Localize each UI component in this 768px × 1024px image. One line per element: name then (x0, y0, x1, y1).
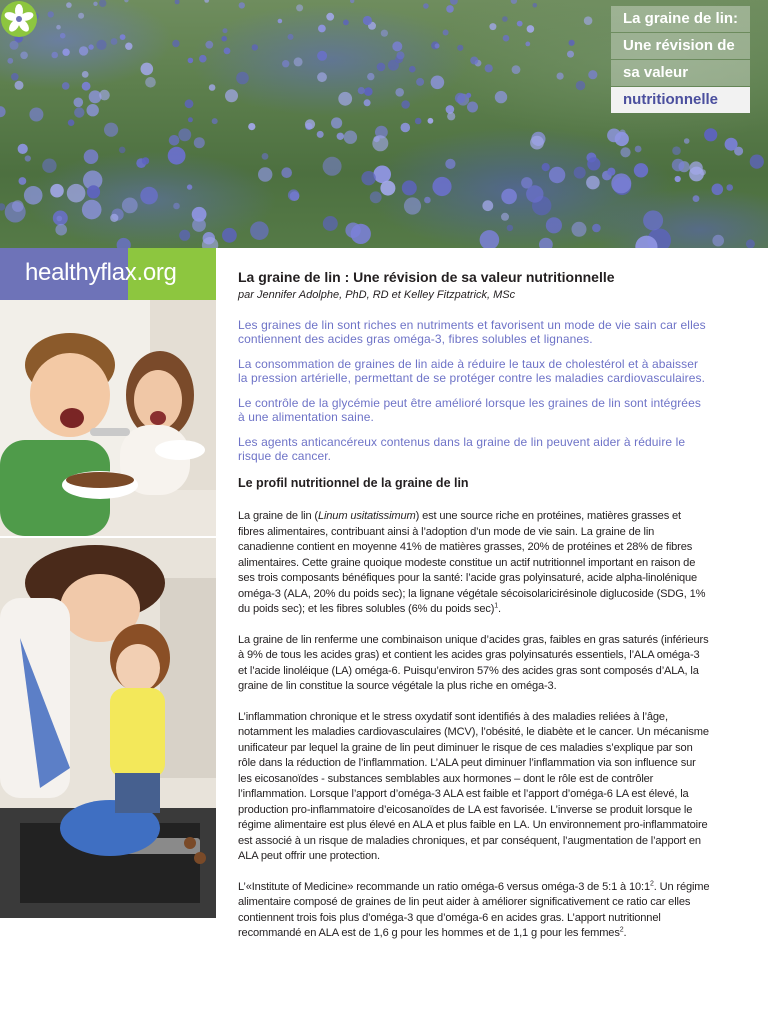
flax-flower (450, 0, 458, 5)
flax-flower (187, 184, 192, 189)
flax-flower (704, 128, 717, 141)
flax-flower (672, 159, 685, 172)
highlight-point: Les agents anticancéreux contenus dans la graine de lin peuvent aider à réduire le risque de cancer. (238, 435, 686, 463)
flax-flower (56, 25, 61, 30)
flax-flower (431, 76, 445, 90)
flax-flower (466, 93, 471, 98)
flax-flower (712, 184, 724, 196)
flax-flower (318, 25, 326, 33)
highlight-point: Les graines de lin sont riches en nutriments et favorisent un mode de vie sain car elles contiennent des acides gras oméga-3, fibres solubles et lignanes. (238, 318, 706, 346)
flax-flower (358, 87, 365, 94)
flax-flower (141, 63, 154, 76)
flax-flower (367, 73, 374, 80)
flax-flower (539, 238, 553, 248)
flax-flower (55, 224, 67, 236)
flax-flower (79, 46, 88, 55)
flax-flower (117, 238, 131, 248)
flax-flower (250, 221, 269, 240)
flax-flower (507, 225, 513, 231)
flax-flower (424, 197, 431, 204)
flax-flower (11, 73, 19, 81)
flax-flower (10, 41, 19, 50)
p1-text-a: La graine de lin ( (238, 510, 318, 522)
brand-name-domain: .org (136, 259, 177, 286)
flax-flower (364, 87, 373, 96)
flax-flower (470, 57, 478, 65)
flax-flower (0, 203, 5, 210)
flax-flower (74, 107, 84, 117)
flax-flower (502, 16, 508, 22)
flax-flower (142, 157, 149, 164)
flax-flower (236, 72, 249, 85)
flax-flower (542, 163, 550, 171)
flax-flower (99, 0, 107, 7)
flax-flower (122, 198, 138, 214)
banner-title-line: sa valeur (611, 60, 750, 86)
flax-flower (294, 57, 303, 66)
flax-flower (586, 176, 600, 190)
body-paragraph-1 (238, 509, 710, 618)
flax-flower (343, 20, 349, 26)
flax-flower (96, 40, 106, 50)
flax-flower (501, 213, 509, 221)
flax-flower (489, 23, 496, 30)
flax-flower (546, 217, 562, 233)
flax-flower (282, 60, 289, 67)
flax-flower (415, 118, 422, 125)
flax-flower (401, 123, 411, 133)
flax-flower (29, 108, 43, 122)
flax-flower (549, 167, 565, 183)
flax-flower (205, 41, 213, 49)
hero-banner (0, 0, 768, 248)
flax-flower (392, 41, 402, 51)
banner-title (611, 6, 750, 114)
flax-flower (62, 82, 70, 90)
flax-flower (423, 3, 429, 9)
flax-flower (82, 200, 102, 220)
flax-flower (397, 51, 405, 59)
flax-flower (447, 112, 455, 120)
flax-flower (204, 0, 209, 3)
footnote-ref: 2 (619, 926, 624, 934)
flax-flower (323, 216, 338, 231)
flax-flower (533, 3, 538, 8)
flax-flower (145, 77, 156, 88)
flax-flower (209, 84, 216, 91)
mother-daughter-baking-photo (0, 538, 216, 918)
banner-title-line: nutritionnelle (611, 87, 750, 113)
flax-flower (188, 58, 194, 64)
flax-flower (225, 89, 238, 102)
brand-name-flax: flax (100, 259, 137, 286)
flax-flower-logo-icon (0, 0, 38, 38)
flax-flower (169, 135, 180, 146)
flax-flower (212, 118, 218, 124)
flax-flower (82, 71, 89, 78)
flax-flower (0, 106, 6, 117)
flax-flower (82, 82, 91, 91)
flax-flower (323, 157, 342, 176)
flax-flower (194, 137, 205, 148)
flax-flower (338, 92, 352, 106)
section-heading: Le profil nutritionnel de la graine de lin (238, 476, 469, 490)
flax-flower (192, 218, 206, 232)
flax-flower (402, 180, 417, 195)
flax-flower (572, 222, 587, 237)
flax-flower (185, 99, 194, 108)
flax-flower (693, 195, 700, 202)
flax-flower (288, 189, 299, 200)
flax-flower (634, 163, 648, 177)
flax-flower (140, 187, 158, 205)
flax-flower (432, 177, 451, 196)
flax-flower (619, 130, 625, 136)
flax-flower (20, 52, 28, 60)
flax-flower (725, 138, 738, 151)
flax-flower (262, 153, 269, 160)
flax-flower (168, 147, 186, 165)
body-paragraph-3: L’inflammation chronique et le stress oxydatif sont identifiés à des maladies reliées à l’âge, notamment les maladies cardiovasculaires (MCV), l’obésité, le diabète et le cancer. Un mécanisme unificateur par lequel la graine de lin peut diminuer le risque de ces maladies s’explique par son rôle dans la réduction de l’inflammation. L’ALA peut diminuer l’inflammation via son influence sur les eicosanoïdes - substances semblables aux hormones – dont le rôle est de contrôler l’inflammation. Lorsque l’apport d’oméga-3 ALA est faible et l’apport d’oméga-6 LA est élevé, la production pro-inflammatoire d’eicosanoïdes de LA est favorisée. L’inverse se produit lorsque le régime alimentaire est plus élevé en ALA et plus faible en LA. Un environnement pro-inflammatoire est associé à un risque de maladies chroniques, et par conséquent, l’augmentation de l’apport en ALA peut offrir une protection. (238, 710, 709, 862)
flax-flower (445, 159, 455, 169)
flax-flower (15, 81, 24, 90)
flax-flower (388, 60, 399, 71)
flax-flower (87, 104, 99, 116)
banner-title-line: La graine de lin: (611, 6, 750, 32)
body-paragraph-4 (238, 880, 710, 942)
flax-flower (305, 119, 315, 129)
flax-flower (501, 189, 517, 205)
flax-flower (345, 223, 360, 238)
flax-flower (66, 2, 72, 8)
flax-flower (88, 44, 93, 49)
flax-flower (557, 73, 564, 80)
flax-flower (124, 0, 128, 2)
flax-flower (222, 228, 237, 243)
flax-flower (57, 216, 63, 222)
mother-daughter-baking-illustration (0, 538, 216, 918)
flax-flower (395, 88, 404, 97)
flax-flower (223, 28, 228, 33)
flax-flower (350, 0, 354, 3)
flax-flower (248, 123, 255, 130)
flax-flower (331, 117, 342, 128)
flax-flower (119, 147, 126, 154)
flax-flower (84, 149, 99, 164)
flax-flower (281, 167, 292, 178)
flax-flower (607, 168, 615, 176)
flax-flower (607, 129, 621, 143)
flax-flower (62, 49, 69, 56)
highlight-point: La consommation de graines de lin aide à réduire le taux de cholestérol et à abaisser la pression artérielle, permettant de se protéger contre les maladies cardiovasculaires. (238, 357, 706, 385)
p1-text-c: . (498, 603, 501, 615)
flax-flower (635, 146, 642, 153)
p4-text-a: L’«Institute of Medicine» recommande un ratio oméga-6 versus oméga-3 de 5:1 à 10:1 (238, 880, 650, 893)
flax-flower (51, 52, 58, 59)
flax-flower (482, 200, 493, 211)
brand-name-healthy: healthy (25, 259, 101, 286)
flax-flower (125, 43, 132, 50)
flax-flower (404, 197, 421, 214)
flax-flower (401, 100, 410, 109)
flax-flower (689, 167, 704, 182)
flax-flower (288, 34, 294, 40)
flax-flower (173, 203, 180, 210)
flax-flower (337, 133, 344, 140)
flax-flower (363, 16, 372, 25)
flax-flower (361, 171, 375, 185)
brand-bar (0, 248, 216, 300)
flax-flower (104, 123, 118, 137)
flax-flower (576, 81, 586, 91)
flax-flower (416, 78, 424, 86)
flax-flower (42, 159, 56, 173)
flax-flower (67, 184, 86, 203)
flax-flower (78, 13, 84, 19)
footnote-ref: 2 (649, 879, 654, 887)
flax-flower (178, 128, 191, 141)
flax-flower (512, 65, 521, 74)
flax-flower (370, 191, 382, 203)
flax-flower (87, 185, 100, 198)
flax-flower (480, 230, 500, 248)
children-eating-cereal-photo (0, 300, 216, 536)
article-content (238, 268, 710, 957)
flax-flower (377, 63, 386, 72)
flax-flower (60, 33, 66, 39)
flax-flower (48, 11, 54, 17)
flax-flower (221, 36, 227, 42)
flax-flower (239, 2, 245, 8)
flax-flower (684, 138, 690, 144)
flax-flower (373, 166, 391, 184)
p4-text-b: . Un régime alimentaire composé de graines de lin peut aider à améliorer significativement ce ratio car elles contiennent trois fois plus d’oméga-3 que d’oméga-6 en acides gras. L’apport nutritionnel recommandé en ALA est de 1,6 g pour les hommes et de 1,1 g pour les femmes (238, 880, 710, 939)
flax-flower (7, 58, 13, 64)
flax-flower (25, 155, 31, 161)
children-eating-cereal-illustration (0, 300, 216, 536)
flax-flower (372, 135, 388, 151)
flax-flower (111, 38, 118, 45)
highlight-point: Le contrôle de la glycémie peut être amélioré lorsque les graines de lin sont intégrées à une alimentation saine. (238, 396, 701, 424)
flax-flower (199, 55, 207, 63)
flax-flower (467, 102, 478, 113)
flax-flower (503, 35, 510, 42)
flax-flower (380, 181, 395, 196)
flax-flower (381, 30, 388, 37)
flax-flower (296, 4, 303, 11)
flax-flower (252, 44, 258, 50)
flax-flower (317, 131, 324, 138)
flax-flower (120, 34, 126, 40)
flax-flower (68, 119, 75, 126)
flax-flower (643, 210, 663, 230)
flax-flower (587, 157, 600, 170)
flax-flower (175, 0, 180, 4)
brand-logo[interactable] (25, 258, 177, 288)
flax-flower (620, 147, 630, 157)
flax-flower (443, 30, 449, 36)
flax-flower (525, 42, 530, 47)
flax-flower (435, 43, 440, 48)
footnote-ref: 1 (494, 602, 499, 610)
flax-flower (517, 21, 523, 27)
flax-flower (172, 40, 179, 47)
flax-flower (278, 19, 283, 24)
flax-flower (588, 70, 597, 79)
p4-text-c: . (623, 927, 627, 939)
flax-flower (457, 45, 463, 51)
flax-flower (526, 185, 543, 202)
body-paragraph-2: La graine de lin renferme une combinaison unique d’acides gras, faibles en gras saturés (inférieurs à 9% de tous les acides gras) et contient les acides gras polyinsaturés essentiels, l’ALA oméga-3 et l’acide linoléique (LA) oméga-6. Puisqu’environ 57% des acides gras sont composés d’ALA, la graine de lin constitue la source végétale la plus riche en oméga-3. (238, 633, 709, 692)
flax-flower (527, 25, 535, 33)
flax-flower (409, 66, 416, 73)
flax-flower (19, 177, 27, 185)
flax-flower (317, 51, 327, 61)
flax-flower (99, 90, 110, 101)
flax-flower (726, 184, 733, 191)
flax-flower (428, 118, 434, 124)
article-title: La graine de lin : Une révision de sa valeur nutritionnelle (238, 269, 615, 285)
flax-flower (567, 51, 574, 58)
flax-flower (574, 167, 586, 179)
flax-flower (224, 48, 231, 55)
flax-flower (110, 214, 118, 222)
flax-flower (712, 235, 724, 247)
flax-flower (179, 230, 190, 241)
article-byline: par Jennifer Adolphe, PhD, RD et Kelley Fitzpatrick, MSc (238, 289, 516, 301)
flax-flower (455, 93, 466, 104)
flax-flower (530, 136, 544, 150)
latin-name: Linum usitatissimum (317, 510, 416, 522)
flax-flower (485, 64, 493, 72)
flax-flower (74, 98, 84, 108)
flax-flower (495, 91, 507, 103)
flax-flower (746, 239, 755, 248)
flax-flower (258, 167, 272, 181)
flax-flower (364, 99, 371, 106)
flax-flower (93, 2, 97, 6)
flax-flower (750, 155, 764, 169)
flax-flower (188, 117, 193, 122)
flax-flower (675, 176, 681, 182)
flax-flower (317, 72, 327, 82)
flax-flower (344, 131, 357, 144)
flax-flower (24, 186, 43, 205)
flax-flower (18, 144, 28, 154)
flax-flower (511, 0, 517, 4)
flax-flower (592, 224, 601, 233)
flax-flower (12, 200, 24, 212)
flax-flower (569, 40, 575, 46)
flax-flower (584, 16, 593, 25)
flax-flower (446, 105, 455, 114)
flax-flower (611, 173, 631, 193)
flax-flower (326, 13, 334, 21)
flax-flower (672, 146, 681, 155)
flax-flower (446, 5, 454, 13)
flax-flower (50, 184, 64, 198)
p1-text-b: ) est une source riche en protéines, matières grasses et fibres alimentaires, contribuant ainsi à l’adoption d’un mode de vie sain. La graine de lin canadienne contient en moyenne 41% de matières grasses, 20% de protéines et 28% de fibres alimentaires. Cette graine quoique modeste constitue un actif nutritionnel important en raison de ses trois composants bénéfiques pour la santé: l’acide gras polyinsaturé, acide alpha-linolénique oméga-3 (ALA, 20% du poids sec); la lignane végétale sécoisolaricirésinole diglucoside (SDG, 1% du poids sec); et les fibres solubles (6% du poids sec) (238, 510, 706, 615)
banner-title-line: Une révision de (611, 33, 750, 59)
